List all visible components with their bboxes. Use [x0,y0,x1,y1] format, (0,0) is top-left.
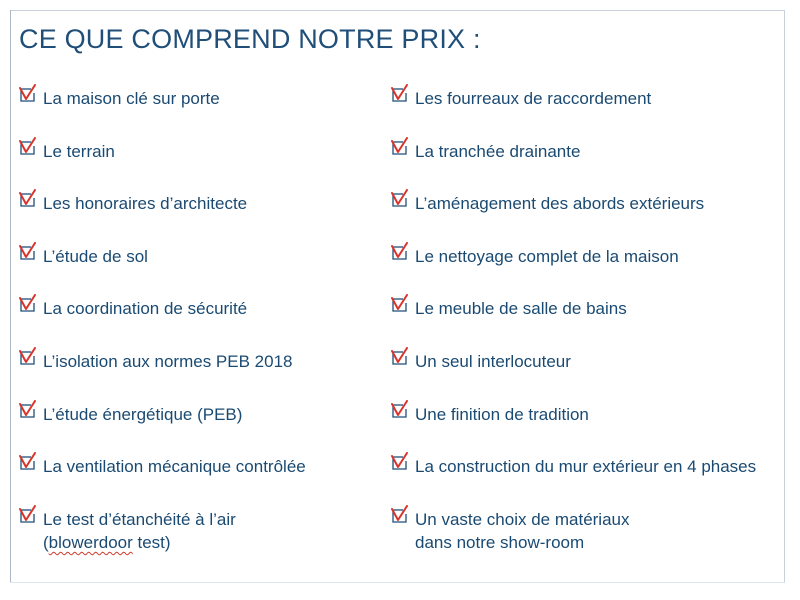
page-title: CE QUE COMPREND NOTRE PRIX : [19,24,481,54]
list-item-line-1: Le test d’étanchéité à l’air [43,509,236,529]
list-item-line-2: dans notre show-room [415,532,585,552]
checkbox-check-icon [390,505,410,525]
list-item-line-2 [43,531,236,554]
list-item [18,242,378,295]
list-item-label: La construction du mur extérieur en 4 phases [415,457,757,477]
list-item-label: Le nettoyage complet de la maison [415,246,679,266]
list-item [18,452,378,505]
list-item-label: Les honoraires d’architecte [43,194,248,214]
list-item [390,189,784,242]
list-item [390,84,784,137]
list-item-label: La maison clé sur porte [43,89,220,108]
list-item-label [43,508,236,554]
spellcheck-word: blowerdoor [48,532,133,552]
list-item-label: L’isolation aux normes PEB 2018 [43,351,293,371]
list-item-label: Le terrain [43,141,115,161]
list-item [18,505,378,558]
list-item [18,400,378,453]
list-item [390,505,784,558]
list-item-label: Une finition de tradition [415,404,589,424]
list-item [390,242,784,295]
list-item [18,137,378,190]
checkbox-check-icon [390,400,410,420]
list-item-label: L’étude de sol [43,246,148,266]
list-item [18,189,378,242]
checkbox-check-icon [390,294,410,314]
checkbox-check-icon [390,137,410,157]
list-item-label: L’étude énergétique (PEB) [43,404,243,424]
list-item [390,400,784,453]
frame-bottom-border [10,582,785,583]
list-item [390,452,784,505]
list-item [18,347,378,400]
checkbox-check-icon [18,347,38,367]
checkbox-check-icon [18,400,38,420]
list-item [18,294,378,347]
list-item [390,294,784,347]
list-item [18,84,378,137]
checkbox-check-icon [390,452,410,472]
list-item-label: La coordination de sécurité [43,299,248,319]
list-item-label: Le meuble de salle de bains [415,299,627,319]
checkbox-check-icon [390,347,410,367]
checkbox-check-icon [390,84,410,104]
paren-close: test) [132,532,171,552]
list-item-label: Les fourreaux de raccordement [415,89,652,108]
checkbox-check-icon [18,505,38,525]
checkbox-check-icon [390,189,410,209]
list-item-label: La tranchée drainante [415,141,581,161]
checkbox-check-icon [18,189,38,209]
checkbox-check-icon [18,84,38,104]
checkbox-check-icon [18,452,38,472]
list-item-label [415,508,630,554]
checkbox-check-icon [390,242,410,262]
left-column [18,84,378,557]
list-item-label: L’aménagement des abords extérieurs [415,194,705,214]
right-column [390,84,784,557]
list-item [390,137,784,190]
checkbox-check-icon [18,294,38,314]
list-item-line-1: Un vaste choix de matériaux [415,509,630,529]
paren-open: ( [43,532,49,552]
list-item-label: La ventilation mécanique contrôlée [43,457,306,477]
list-item [390,347,784,400]
list-item-label: Un seul interlocuteur [415,351,571,371]
checkbox-check-icon [18,137,38,157]
checkbox-check-icon [18,242,38,262]
